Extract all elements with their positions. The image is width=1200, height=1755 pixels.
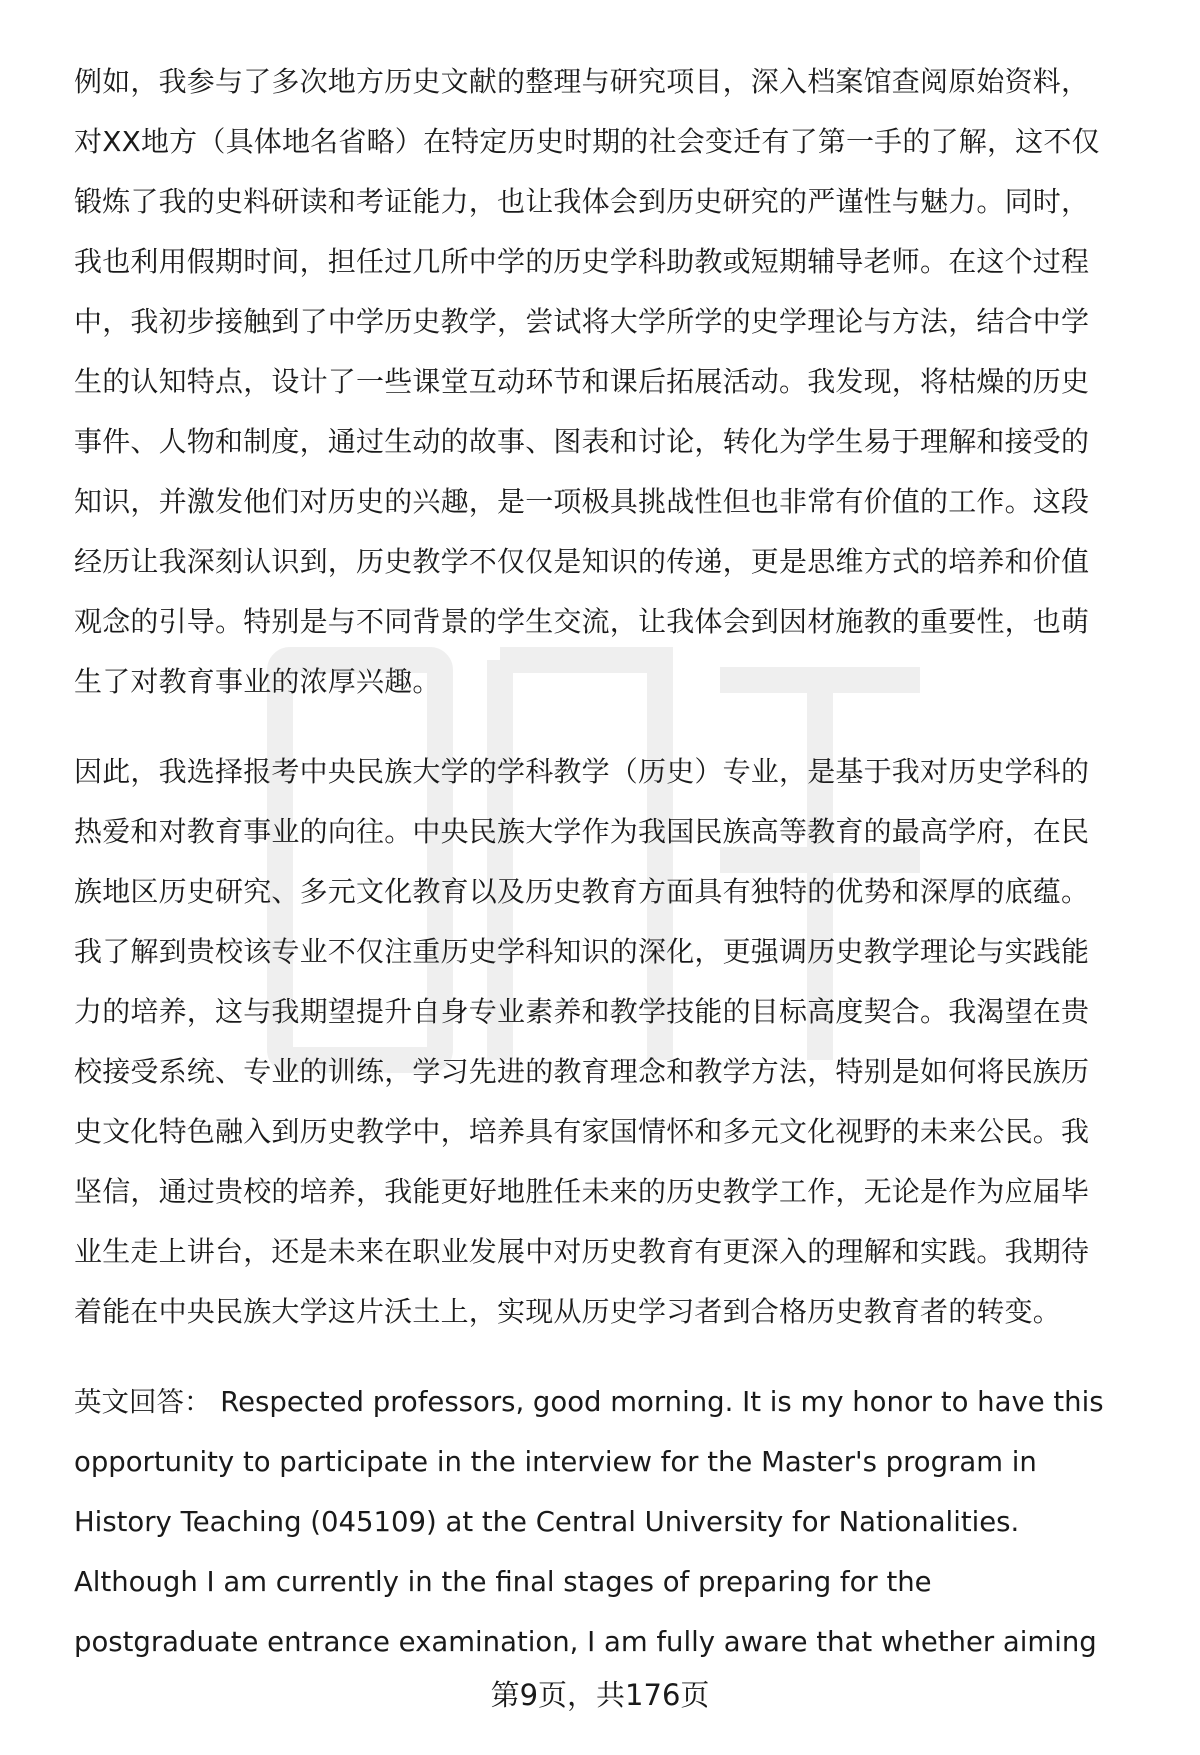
text-line: 经历让我深刻认识到，历史教学不仅仅是知识的传递，更是思维方式的培养和价值: [74, 545, 1090, 578]
text-line: 因此，我选择报考中央民族大学的学科教学（历史）专业，是基于我对历史学科的: [74, 755, 1090, 788]
text-line: History Teaching (045109) at the Central University for Nationalities.: [74, 1506, 1020, 1538]
text-line: 知识，并激发他们对历史的兴趣，是一项极具挑战性但也非常有价值的工作。这段: [74, 485, 1090, 518]
text-line: 对XX地方（具体地名省略）在特定历史时期的社会变迁有了第一手的了解，这不仅: [74, 125, 1100, 158]
text-line: 热爱和对教育事业的向往。中央民族大学作为我国民族高等教育的最高学府，在民: [74, 815, 1090, 848]
text-line: 生了对教育事业的浓厚兴趣。: [74, 665, 441, 698]
text-line: 业生走上讲台，还是未来在职业发展中对历史教育有更深入的理解和实践。我期待: [74, 1235, 1090, 1268]
text-line: postgraduate entrance examination, I am fully aware that whether aiming: [74, 1626, 1097, 1658]
paragraph-experience: [74, 52, 1156, 712]
paragraph-gap: [74, 1342, 1156, 1372]
paragraph-motivation: [74, 742, 1156, 1342]
text-line: 着能在中央民族大学这片沃土上，实现从历史学习者到合格历史教育者的转变。: [74, 1295, 1062, 1328]
paragraph-gap: [74, 712, 1156, 742]
text-line: 族地区历史研究、多元文化教育以及历史教育方面具有独特的优势和深厚的底蕴。: [74, 875, 1090, 908]
text-line: 坚信，通过贵校的培养，我能更好地胜任未来的历史教学工作，无论是作为应届毕: [74, 1175, 1090, 1208]
text-line: 校接受系统、专业的训练，学习先进的教育理念和教学方法，特别是如何将民族历: [74, 1055, 1090, 1088]
document-body: [74, 52, 1156, 1672]
text-line: 锻炼了我的史料研读和考证能力，也让我体会到历史研究的严谨性与魅力。同时，: [74, 185, 1090, 218]
text-line: 我了解到贵校该专业不仅注重历史学科知识的深化，更强调历史教学理论与实践能: [74, 935, 1090, 968]
text-line: 英文回答： Respected professors, good morning. It is my honor to have this: [74, 1386, 1104, 1418]
text-line: 力的培养，这与我期望提升自身专业素养和教学技能的目标高度契合。我渴望在贵: [74, 995, 1090, 1028]
text-line: 我也利用假期时间，担任过几所中学的历史学科助教或短期辅导老师。在这个过程: [74, 245, 1090, 278]
text-line: 观念的引导。特别是与不同背景的学生交流，让我体会到因材施教的重要性，也萌: [74, 605, 1090, 638]
text-line: 例如，我参与了多次地方历史文献的整理与研究项目，深入档案馆查阅原始资料，: [74, 65, 1090, 98]
text-line: 史文化特色融入到历史教学中，培养具有家国情怀和多元文化视野的未来公民。我: [74, 1115, 1090, 1148]
text-line: 中，我初步接触到了中学历史教学，尝试将大学所学的史学理论与方法，结合中学: [74, 305, 1090, 338]
text-line: opportunity to participate in the interview for the Master's program in: [74, 1446, 1037, 1478]
text-line: 事件、人物和制度，通过生动的故事、图表和讨论，转化为学生易于理解和接受的: [74, 425, 1090, 458]
page-number-footer: 第9页，共176页: [490, 1678, 710, 1712]
text-line: 生的认知特点，设计了一些课堂互动环节和课后拓展活动。我发现，将枯燥的历史: [74, 365, 1090, 398]
text-line: Although I am currently in the final stages of preparing for the: [74, 1566, 932, 1598]
paragraph-english-answer: [74, 1372, 1156, 1672]
